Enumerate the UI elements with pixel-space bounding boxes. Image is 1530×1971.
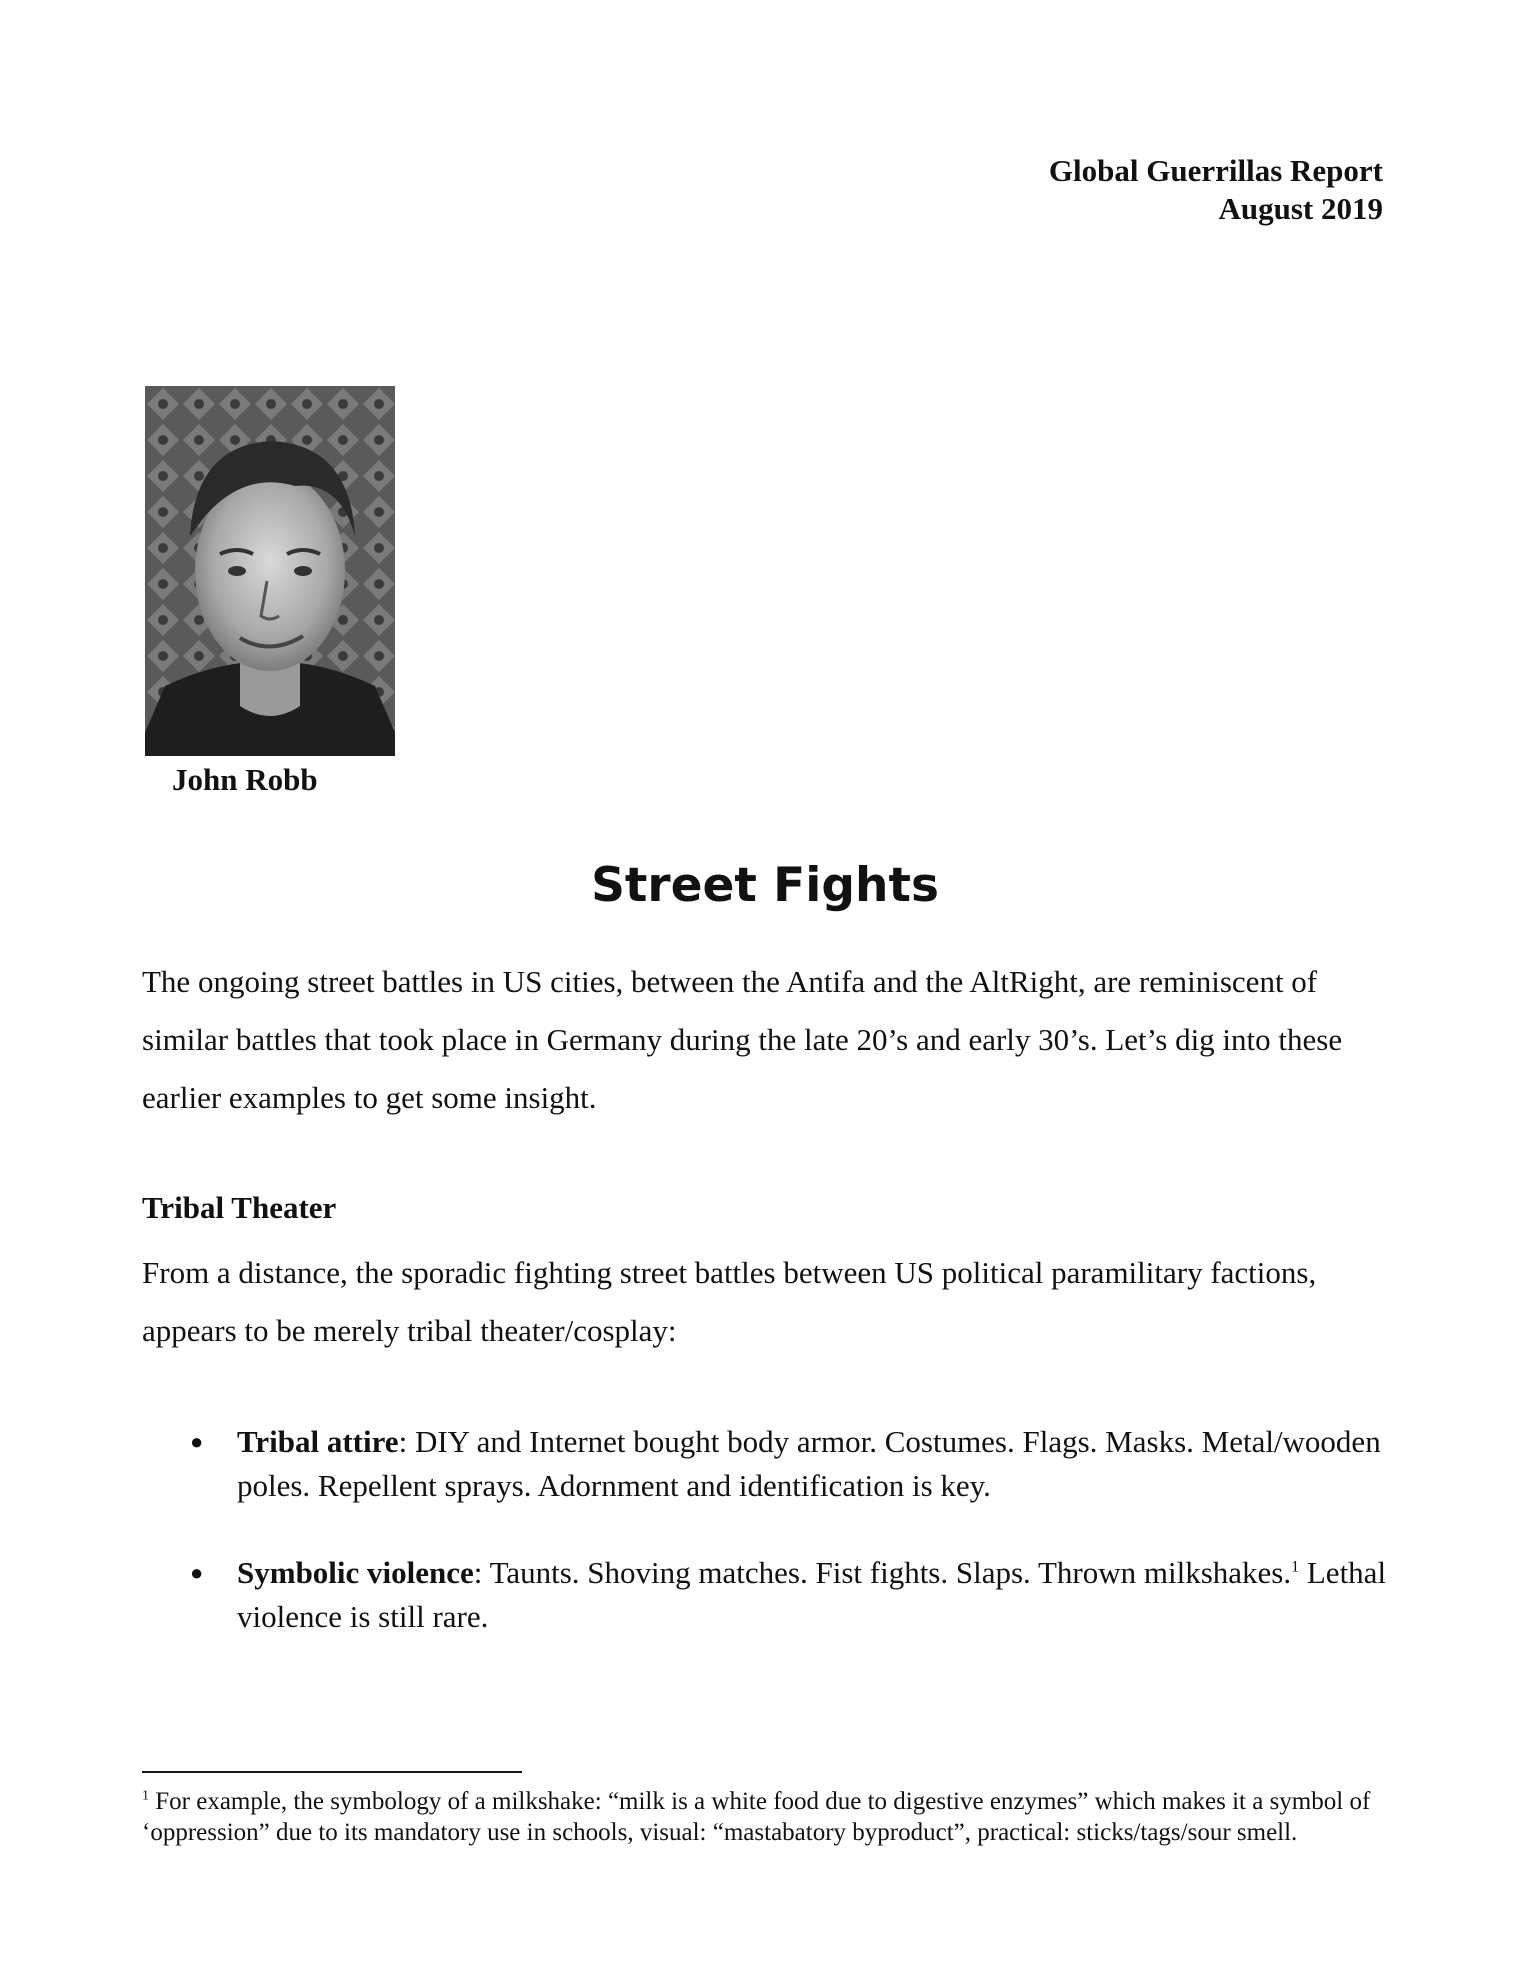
author-portrait-image: [145, 386, 395, 756]
bullet-term: Tribal attire: [237, 1424, 399, 1459]
bullet-text-after: Lethal violence is still rare.: [237, 1555, 1387, 1634]
bullet-text: : Taunts. Shoving matches. Fist fights. Slaps. Thrown milkshakes.: [473, 1555, 1292, 1590]
bullet-text: : DIY and Internet bought body armor. Costumes. Flags. Masks. Metal/wooden poles. Repellent sprays. Adornment and identification is key.: [237, 1424, 1381, 1503]
section-paragraph: From a distance, the sporadic fighting street battles between US political paramilitary factions, appears to be merely tribal theater/cosplay:: [142, 1255, 1317, 1348]
bullet-dot-icon: ●: [190, 1429, 204, 1454]
report-title: Global Guerrillas Report: [1048, 153, 1383, 188]
footnote-reference[interactable]: 1: [1291, 1558, 1300, 1576]
footnote-text: For example, the symbology of a milkshake: “milk is a white food due to digestive enzymes” which makes it a symbol of ‘oppression” due to its mandatory use in schools, visual: “mastabatory byproduct”, practical: sticks/tags/sour smell.: [142, 1788, 1371, 1846]
author-name: John Robb: [172, 762, 318, 797]
bullet-item-symbolic-violence: [142, 1551, 1392, 1639]
bullet-list: [142, 1420, 1392, 1682]
bullet-term: Symbolic violence: [237, 1555, 474, 1590]
footnote-divider: [142, 1771, 522, 1773]
intro-paragraph: The ongoing street battles in US cities, between the Antifa and the AltRight, are reminiscent of similar battles that took place in Germany during the late 20’s and early 30’s. Let’s dig into these earlier examples to get some insight.: [142, 964, 1343, 1115]
bullet-dot-icon: ●: [190, 1560, 204, 1585]
section-heading: Tribal Theater: [142, 1190, 337, 1225]
author-photo: [145, 386, 395, 756]
report-header: [1049, 152, 1383, 228]
article-title: Street Fights: [591, 858, 939, 913]
footnote: [142, 1786, 1394, 1848]
footnote-number: 1: [142, 1788, 149, 1804]
report-date: August 2019: [1218, 191, 1383, 226]
bullet-item-tribal-attire: [142, 1420, 1392, 1508]
